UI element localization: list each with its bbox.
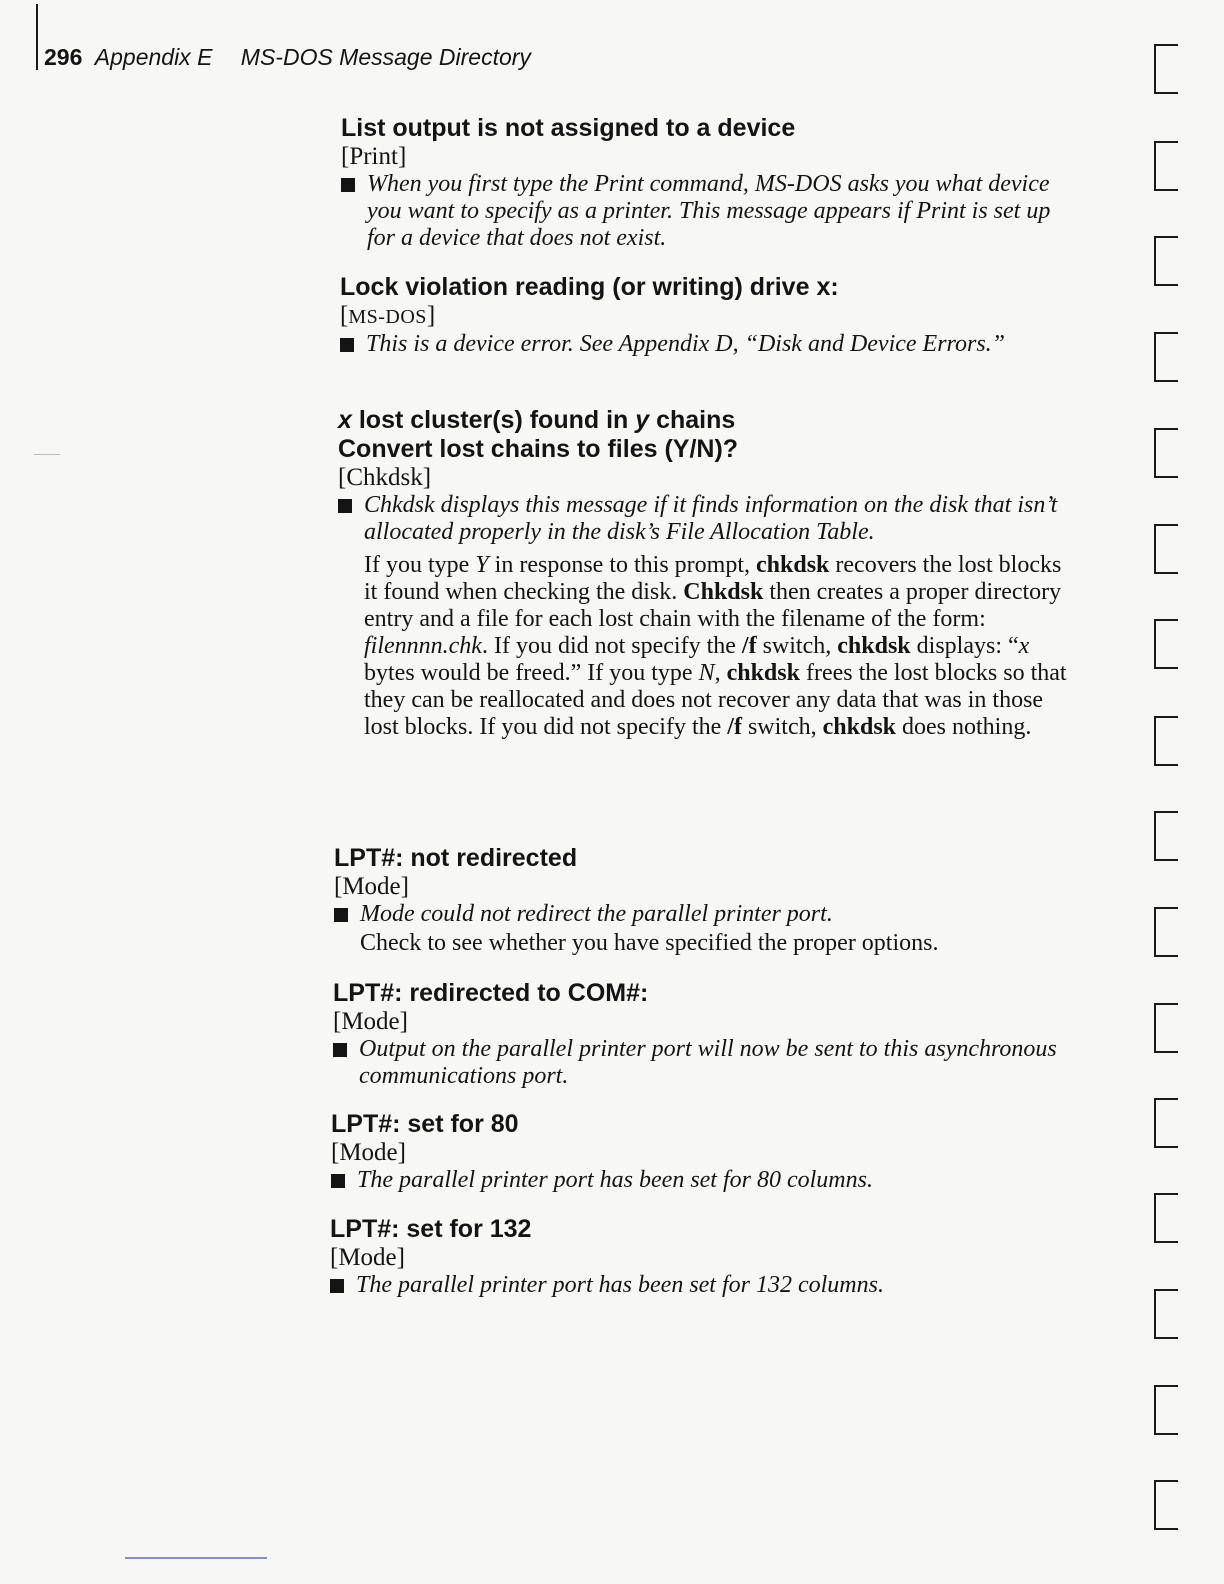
- description-text: This is a device error. See Appendix D, “Disk and Device Errors.”: [366, 331, 1006, 357]
- bullet-square-icon: [330, 1279, 344, 1293]
- binder-tab-mark: [1154, 1480, 1180, 1530]
- switch-keyword: /f: [727, 714, 742, 740]
- command-name: Print: [349, 143, 398, 170]
- command-tag: [Mode]: [333, 1008, 408, 1035]
- command-keyword: chkdsk: [726, 660, 800, 686]
- message-description: [338, 492, 1078, 546]
- bullet-square-icon: [331, 1174, 345, 1188]
- command-name: Chkdsk: [346, 464, 423, 491]
- command-name: MS-DOS: [348, 306, 427, 328]
- command-tag: [Chkdsk]: [338, 464, 432, 491]
- text-run: bytes would be freed.” If you type: [364, 660, 699, 686]
- page-number: 296: [44, 44, 83, 70]
- message-entry: [330, 1215, 1070, 1299]
- note-paragraph: Check to see whether you have specified the proper options.: [360, 930, 939, 956]
- command-tag: [Print]: [341, 143, 407, 170]
- binder-tab-mark: [1154, 907, 1180, 957]
- text-run: . If you did not specify the: [481, 633, 742, 659]
- text-run: ,: [714, 660, 727, 686]
- heading-text: lost cluster(s) found in: [351, 406, 636, 434]
- command-keyword: chkdsk: [756, 552, 830, 578]
- command-tag: [Mode]: [331, 1139, 406, 1166]
- message-entry: [333, 979, 1073, 1090]
- bullet-square-icon: [341, 178, 355, 192]
- appendix-label: Appendix E: [94, 44, 213, 70]
- text-run: switch,: [741, 714, 823, 740]
- heading-text: chains: [649, 406, 736, 434]
- message-entry: [334, 844, 1074, 957]
- command-tag: [Mode]: [330, 1244, 405, 1271]
- message-heading: Lock violation reading (or writing) drive x:: [340, 273, 839, 301]
- message-heading-line2: Convert lost chains to files (Y/N)?: [338, 435, 739, 463]
- bullet-square-icon: [334, 908, 348, 922]
- command-keyword: chkdsk: [822, 714, 897, 740]
- explanation-paragraph: [338, 552, 1078, 741]
- text-run: does nothing.: [896, 714, 1032, 740]
- text-run: Y: [475, 552, 489, 578]
- text-run: x: [1018, 633, 1030, 659]
- chapter-title: MS-DOS Message Directory: [240, 44, 531, 70]
- description-text: When you first type the Print command, MS-DOS asks you what device you want to specify as a printer. This message appears if Print is set up for a device that does not exist.: [367, 171, 1051, 251]
- command-name: Mode: [341, 1008, 400, 1035]
- binder-tab-mark: [1154, 1003, 1180, 1053]
- description-text: The parallel printer port has been set for 132 columns.: [356, 1272, 884, 1298]
- switch-keyword: /f: [741, 633, 757, 659]
- text-run: displays: “: [910, 633, 1019, 659]
- variable-y: y: [635, 406, 650, 434]
- message-heading: LPT#: redirected to COM#:: [333, 979, 649, 1007]
- filename-pattern: filennnn.chk: [364, 633, 482, 659]
- command-name: Mode: [342, 873, 401, 900]
- message-description: [340, 331, 1080, 358]
- command-keyword: Chkdsk: [683, 579, 764, 605]
- message-entry: [338, 406, 1078, 741]
- description-text: The parallel printer port has been set for 80 columns.: [357, 1167, 873, 1193]
- message-entry: [340, 273, 1080, 358]
- binder-tab-mark: [1154, 1385, 1180, 1435]
- message-description: [333, 1036, 1073, 1090]
- binder-tab-mark: [1154, 716, 1180, 766]
- message-heading: LPT#: set for 80: [331, 1110, 519, 1138]
- description-text: Chkdsk displays this message if it finds information on the disk that isn’t allocated properly in the disk’s File Allocation Table.: [364, 492, 1058, 545]
- message-heading: [338, 406, 1078, 435]
- message-description: [341, 171, 1081, 252]
- binder-tab-mark: [1154, 1193, 1180, 1243]
- binder-tab-mark: [1154, 332, 1180, 382]
- binder-tab-mark: [1154, 619, 1180, 669]
- binder-tab-mark: [1154, 44, 1180, 94]
- text-run: in response to this prompt,: [488, 552, 756, 578]
- command-tag: [MS-DOS]: [340, 302, 436, 329]
- binder-tab-mark: [1154, 1098, 1180, 1148]
- binder-tab-mark: [1154, 428, 1180, 478]
- message-heading: LPT#: set for 132: [330, 1215, 532, 1243]
- binder-tab-mark: [1154, 1289, 1180, 1339]
- command-keyword: chkdsk: [837, 633, 911, 659]
- text-run: frees the lost blocks so that they can be reallocated and does not recover any data that was in those lost blocks. If you did not specify the: [364, 660, 1067, 740]
- text-run: recovers the lost blocks it found when checking the disk.: [364, 552, 1062, 605]
- message-description: [331, 1167, 1071, 1194]
- command-name: Mode: [338, 1244, 397, 1271]
- text-run: If you type: [364, 552, 476, 578]
- bullet-square-icon: [338, 499, 352, 513]
- message-description: [334, 901, 1074, 928]
- text-run: then creates a proper directory entry and a file for each lost chain with the filename of the form:: [364, 579, 1062, 632]
- binder-tab-mark: [1154, 141, 1180, 191]
- message-entry: [331, 1110, 1071, 1194]
- binder-tab-mark: [1154, 811, 1180, 861]
- description-text: Mode could not redirect the parallel printer port.: [360, 901, 833, 927]
- bottom-rule: [125, 1557, 267, 1559]
- variable-x: x: [338, 406, 352, 434]
- bullet-square-icon: [340, 338, 354, 352]
- message-heading: LPT#: not redirected: [334, 844, 578, 872]
- bullet-square-icon: [333, 1043, 347, 1057]
- command-tag: [Mode]: [334, 873, 409, 900]
- binder-tab-mark: [1154, 524, 1180, 574]
- message-heading: List output is not assigned to a device: [341, 114, 796, 142]
- message-description: [330, 1272, 1070, 1299]
- text-run: switch,: [756, 633, 838, 659]
- text-run: N: [698, 660, 715, 686]
- message-entry: [341, 114, 1081, 252]
- description-text: Output on the parallel printer port will now be sent to this asynchronous communications port.: [359, 1036, 1057, 1089]
- command-name: Mode: [339, 1139, 398, 1166]
- binder-tab-mark: [1154, 236, 1180, 286]
